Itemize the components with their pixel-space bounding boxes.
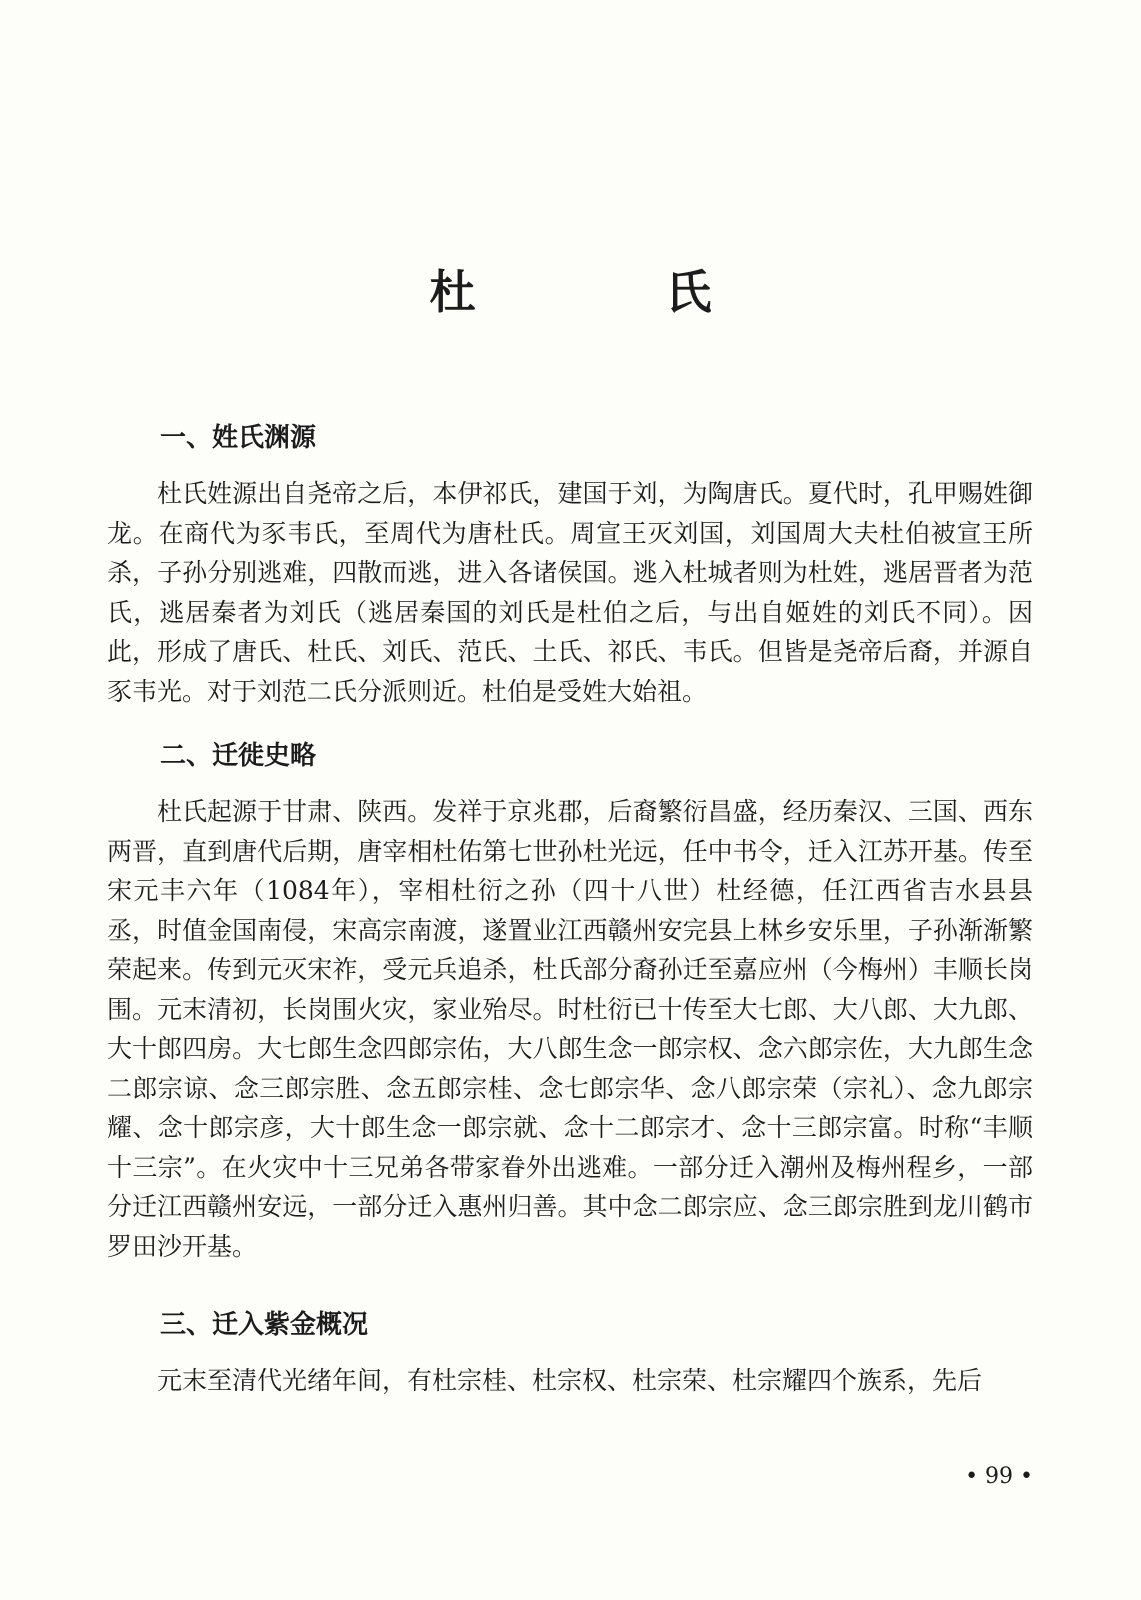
section-paragraph-zijin: 元末至清代光绪年间，有杜宗桂、杜宗权、杜宗荣、杜宗耀四个族系，先后	[157, 1366, 983, 1395]
section-heading-origin: 一、姓氏渊源	[160, 423, 317, 453]
section-heading-zijin: 三、迁入紫金概况	[160, 1310, 369, 1340]
section-paragraph-origin: 杜氏姓源出自尧帝之后，本伊祁氏，建国于刘，为陶唐氏。夏代时，孔甲赐姓御龙。在商代为豕韦氏，至周代为唐杜氏。周宣王灭刘国，刘国周大夫杜伯被宣王所杀，子孙分别逃难，四散而逃，进入各诸侯国。逃入杜城者则为杜姓，逃居晋者为范氏，逃居秦者为刘氏（逃居秦国的刘氏是杜伯之后，与出自姬姓的刘氏不同）。因此，形成了唐氏、杜氏、刘氏、范氏、土氏、祁氏、韦氏。但皆是尧帝后裔，并源自豕韦光。对于刘范二氏分派则近。杜伯是受姓大始祖。	[107, 479, 1033, 706]
page-title: 杜 氏	[429, 265, 784, 319]
section-paragraph-migration: 杜氏起源于甘肃、陕西。发祥于京兆郡，后裔繁衍昌盛，经历秦汉、三国、西东两晋，直到唐代后期，唐宰相杜佑第七世孙杜光远，任中书令，迁入江苏开基。传至宋元丰六年（1084年），宰相杜衍之孙（四十八世）杜经德，任江西省吉水县县丞，时值金国南侵，宋高宗南渡，遂置业江西赣州安完县上林乡安乐里，子孙渐渐繁荣起来。传到元灭宋祚，受元兵追杀，杜氏部分裔孙迁至嘉应州（今梅州）丰顺长岗围。元末清初，长岗围火灾，家业殆尽。时杜衍已十传至大七郎、大八郎、大九郎、大十郎四房。大七郎生念四郎宗佑，大八郎生念一郎宗权、念六郎宗佐，大九郎生念二郎宗谅、念三郎宗胜、念五郎宗桂、念七郎宗华、念八郎宗荣（宗礼）、念九郎宗耀、念十郎宗彦，大十郎生念一郎宗就、念十二郎宗才、念十三郎宗富。时称“丰顺十三宗”。在火灾中十三兄弟各带家眷外出逃难。一部分迁入潮州及梅州程乡，一部分迁江西赣州安远，一部分迁入惠州归善。其中念二郎宗应、念三郎宗胜到龙川鹤市罗田沙开基。	[107, 797, 1033, 1261]
page-number: • 99 •	[965, 1464, 1033, 1489]
section-heading-migration: 二、迁徙史略	[160, 741, 317, 771]
